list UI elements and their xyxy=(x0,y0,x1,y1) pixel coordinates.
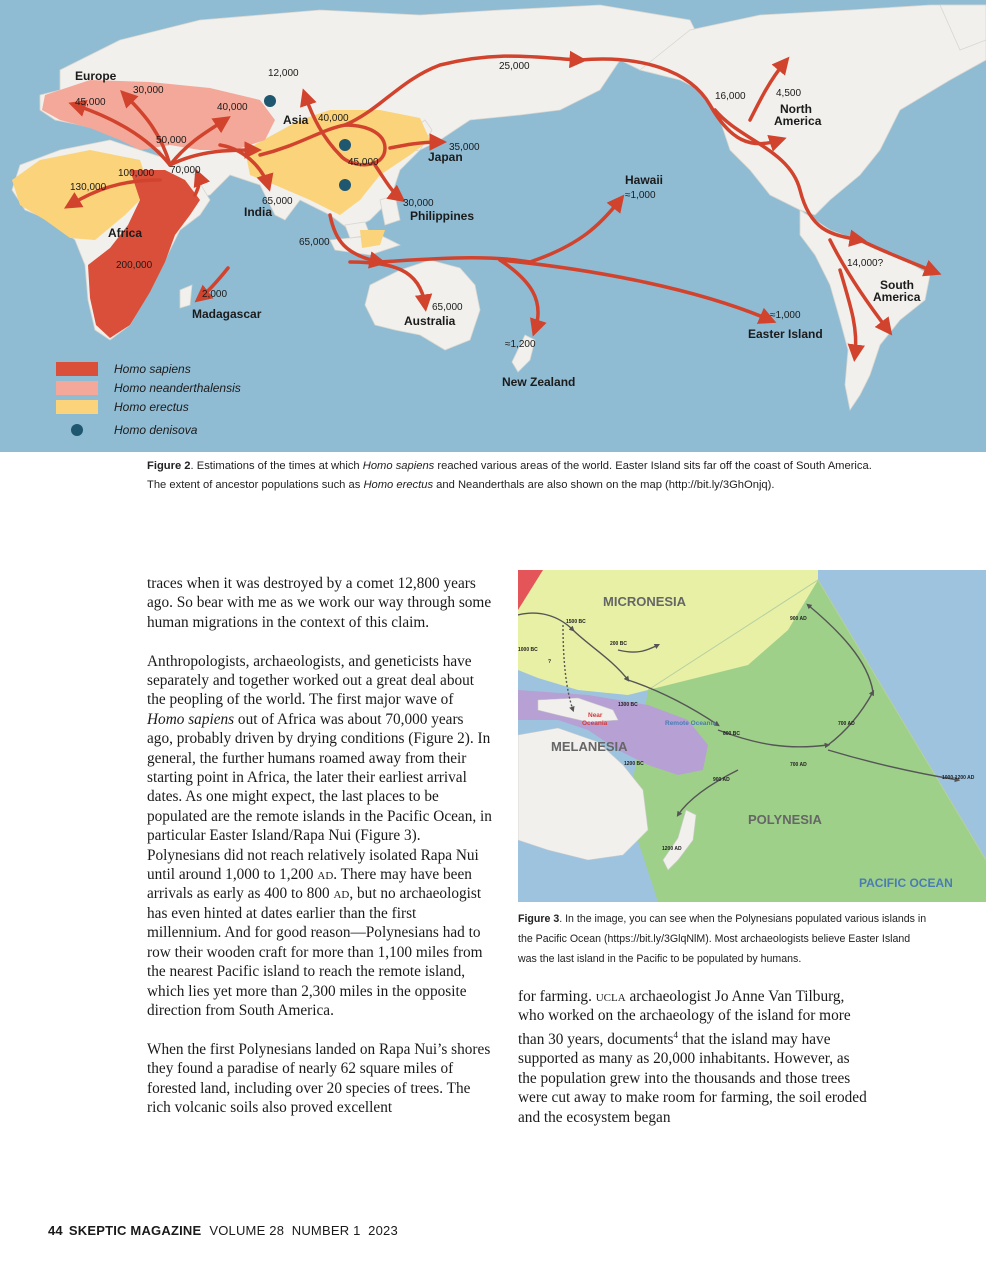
label-philippines: Philippines xyxy=(410,209,475,223)
footnote-marker: 4 xyxy=(673,1029,678,1040)
region-polynesia: POLYNESIA xyxy=(748,812,822,827)
label-australia: Australia xyxy=(404,314,456,328)
label-hawaii: Hawaii xyxy=(625,173,664,187)
page-number: 44 xyxy=(48,1223,63,1238)
date-label: ≈1,200 xyxy=(505,339,536,350)
label-japan: Japan xyxy=(428,150,463,164)
text-run: Anthropologists, archaeologists, and geneticists have separately and together worked out a great deal about the peopling of the world. The first major wave of xyxy=(147,652,475,709)
date-label: 2,000 xyxy=(202,289,228,300)
date-label: 25,000 xyxy=(499,61,530,72)
label-india: India xyxy=(244,205,273,219)
date-label: 4,500 xyxy=(776,88,802,99)
legend-swatch-denisova xyxy=(71,424,83,436)
label-easter-island: Easter Island xyxy=(748,327,823,341)
paragraph xyxy=(518,987,868,1127)
pacific-settlement-map xyxy=(518,570,986,902)
legend-swatch-sapiens xyxy=(56,362,98,376)
label-near-oceania-1: Near xyxy=(588,712,603,719)
map-legend xyxy=(56,362,241,437)
label-north-america-1: North xyxy=(780,102,812,116)
region-pacific-ocean: PACIFIC OCEAN xyxy=(859,876,953,890)
date-label: 1300 BC xyxy=(618,702,638,708)
date-label: 900 AD xyxy=(713,777,730,783)
caption-text: . Estimations of the times at which xyxy=(190,460,363,472)
date-label: 100,000 xyxy=(118,168,155,179)
date-label: 1500 BC xyxy=(566,619,586,625)
paragraph: When the first Polynesians landed on Rapa Nui’s shores they found a paradise of nearly 62 square miles of forested land, including over 20 species of trees. The rich volcanic soils also proved excellent xyxy=(147,1040,491,1116)
date-label: 1200 BC xyxy=(624,761,644,767)
page-footer xyxy=(48,1223,398,1238)
legend-label: Homo denisova xyxy=(114,423,198,437)
label-new-zealand: New Zealand xyxy=(502,375,576,389)
date-label: 700 AD xyxy=(838,721,855,727)
date-label: 30,000 xyxy=(133,85,164,96)
date-label: 800 BC xyxy=(723,731,740,737)
date-label: 70,000 xyxy=(170,165,201,176)
date-label: 700 AD xyxy=(790,762,807,768)
date-label: 50,000 xyxy=(156,135,187,146)
caption-label: Figure 3 xyxy=(518,913,560,925)
date-label: 14,000? xyxy=(847,258,884,269)
date-label: 40,000 xyxy=(217,102,248,113)
region-melanesia: MELANESIA xyxy=(551,739,628,754)
migration-world-map xyxy=(0,0,986,452)
caption-italic: Homo sapiens xyxy=(362,460,435,472)
text-run-smallcaps: ad xyxy=(333,885,350,903)
figure-2-caption xyxy=(147,457,887,495)
date-label: 1200 AD xyxy=(662,846,682,852)
date-label: 1000-1200 AD xyxy=(942,775,975,781)
text-run: that the island may have supported as many as 20,000 inhabitants. However, as the population grew into the thousands and those trees were cut away to make room for farming, the soil eroded and the ecosystem began xyxy=(518,1030,867,1126)
legend-swatch-neanderthal xyxy=(56,381,98,395)
text-run-smallcaps: ad xyxy=(317,866,334,884)
date-label: 40,000 xyxy=(318,113,349,124)
date-label: 12,000 xyxy=(268,68,299,79)
text-run-italic: Homo sapiens xyxy=(147,710,235,728)
label-north-america-2: America xyxy=(774,114,822,128)
region-micronesia: MICRONESIA xyxy=(603,594,687,609)
text-run: archaeologist Jo Anne Van Tilburg, who worked on the archaeology of the island for more than 30 years, documents xyxy=(518,988,851,1048)
date-label: 65,000 xyxy=(432,302,463,313)
label-remote-oceania: Remote Oceania xyxy=(665,720,716,727)
legend-swatch-erectus xyxy=(56,400,98,414)
date-label: 200 BC xyxy=(610,641,627,647)
label-near-oceania-2: Oceania xyxy=(582,720,608,727)
caption-italic: Homo erectus xyxy=(363,479,434,491)
caption-text: reached various areas of the world. Easter Island sits far off the coast of South America. The extent of ancestor populations such as xyxy=(147,460,872,491)
text-run-smallcaps: ucla xyxy=(595,988,626,1005)
date-label: 45,000 xyxy=(75,97,106,108)
article-right-column xyxy=(518,987,868,1146)
date-label: ≈1,000 xyxy=(770,310,801,321)
article-left-column xyxy=(147,574,493,1137)
date-label: 45,000 xyxy=(348,157,379,168)
label-africa: Africa xyxy=(108,226,143,240)
date-label: 35,000 xyxy=(449,142,480,153)
date-label: 65,000 xyxy=(299,237,330,248)
text-run: for farming. xyxy=(518,988,596,1005)
date-label: 130,000 xyxy=(70,182,107,193)
date-label: 900 AD xyxy=(790,616,807,622)
legend-label: Homo erectus xyxy=(114,400,189,414)
text-run: out of Africa was about 70,000 years ago, probably driven by drying conditions (Figure 2). In general, the further humans roamed away from their starting point in Africa, the later their earliest arrival dates. As one might expect, the last places to be populated are the remote islands in the Pacific Ocean, in particular Easter Island/Rapa Nui (Figure 3). Polynesians did not reach relatively isolated Rapa Nui until around 1,000 to 1,200 xyxy=(147,710,492,884)
caption-text: and Neanderthals are also shown on the map (http://bit.ly/3GhOnjq). xyxy=(433,479,775,491)
label-madagascar: Madagascar xyxy=(192,307,262,321)
paragraph xyxy=(147,652,493,1021)
magazine-name: SKEPTIC MAGAZINE xyxy=(68,1223,202,1238)
caption-label: Figure 2 xyxy=(147,460,191,472)
date-label: 1000 BC xyxy=(518,647,538,653)
label-europe: Europe xyxy=(75,69,117,83)
date-label: ? xyxy=(548,659,552,665)
date-label: 65,000 xyxy=(262,196,293,207)
date-label: 200,000 xyxy=(116,260,153,271)
figure-3-caption xyxy=(518,909,928,969)
issue-info: VOLUME 28 NUMBER 1 2023 xyxy=(209,1223,398,1238)
label-asia: Asia xyxy=(283,113,309,127)
date-label: 30,000 xyxy=(403,198,434,209)
caption-text: . In the image, you can see when the Polynesians populated various islands in the Pacific Ocean (https://bit.ly/3GlqNlM). Most archaeologists believe Easter Island was the last island in the Pacific to be populated by humans. xyxy=(518,913,927,965)
label-south-america-1: South xyxy=(880,278,914,292)
date-label: ≈1,000 xyxy=(625,190,656,201)
label-south-america-2: America xyxy=(873,290,921,304)
text-run: , but no archaeologist has even hinted at dates earlier than the first millennium. And for good reason—Polynesians had to row their wooden craft for more than 1,100 miles from the nearest Pacific island to reach the remote island, which lies yet more than 2,300 miles in the opposite direction from South America. xyxy=(147,885,483,1019)
legend-label: Homo sapiens xyxy=(114,362,191,376)
date-label: 16,000 xyxy=(715,91,746,102)
text-run: . There may have been arrivals as early as 400 to 800 xyxy=(147,866,472,903)
legend-label: Homo neanderthalensis xyxy=(114,381,241,395)
paragraph: traces when it was destroyed by a comet 12,800 years ago. So bear with me as we work our way through some human migrations in the context of this claim. xyxy=(147,575,492,631)
